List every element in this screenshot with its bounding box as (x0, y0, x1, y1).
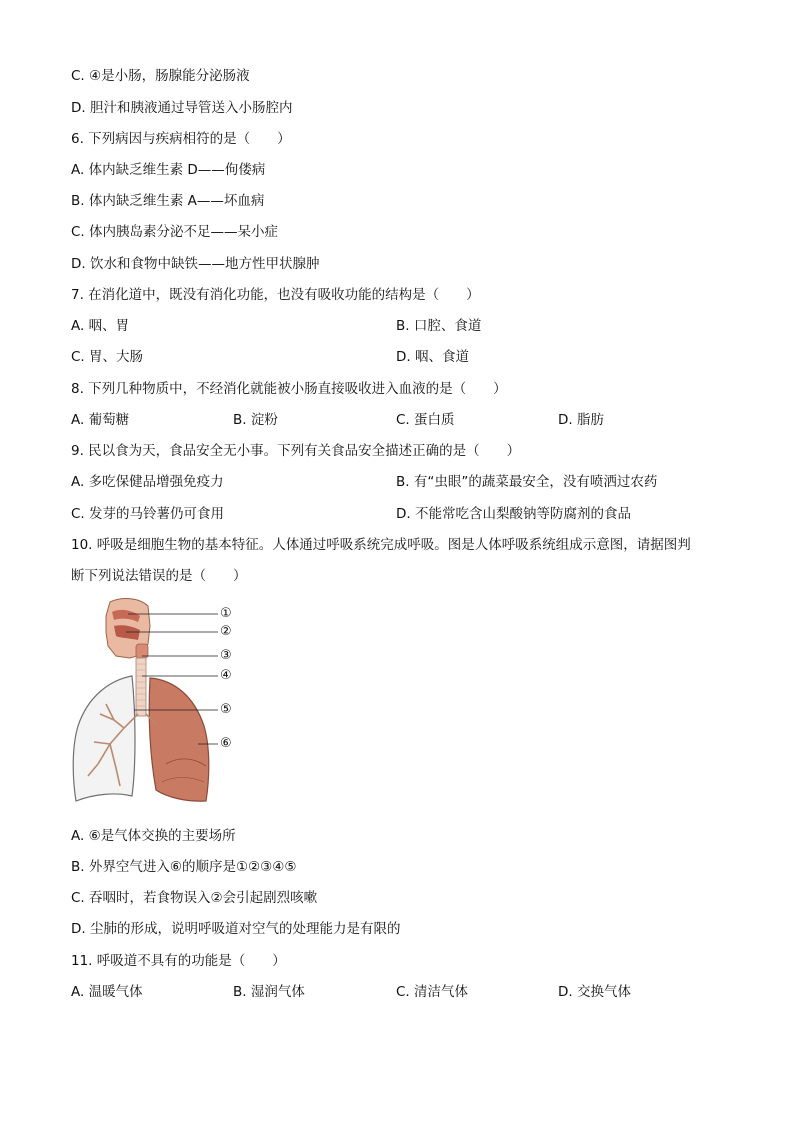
q10-option-c: C. 吞咽时，若食物误入②会引起剧烈咳嗽 (71, 890, 318, 906)
diagram-label-3: ③ (220, 648, 232, 663)
q9-option-c: C. 发芽的马铃薯仍可食用 (71, 506, 225, 522)
question-10: 10. 呼吸是细胞生物的基本特征。人体通过呼吸系统完成呼吸。图是人体呼吸系统组成示意图，请据图判 (71, 537, 691, 553)
q6-option-b: B. 体内缺乏维生素 A——坏血病 (71, 193, 265, 209)
diagram-label-6: ⑥ (220, 736, 232, 751)
q10-option-d: D. 尘肺的形成，说明呼吸道对空气的处理能力是有限的 (71, 921, 401, 937)
q6-option-a: A. 体内缺乏维生素 D——佝偻病 (71, 162, 266, 178)
q9-option-d: D. 不能常吃含山梨酸钠等防腐剂的食品 (396, 506, 631, 522)
question-11: 11. 呼吸道不具有的功能是（ ） (71, 953, 286, 969)
q7-option-d: D. 咽、食道 (396, 349, 469, 365)
question-7: 7. 在消化道中，既没有消化功能，也没有吸收功能的结构是（ ） (71, 287, 480, 303)
q7-option-a: A. 咽、胃 (71, 318, 130, 334)
q10-option-a: A. ⑥是气体交换的主要场所 (71, 828, 236, 844)
q7-option-b: B. 口腔、食道 (396, 318, 482, 334)
diagram-label-4: ④ (220, 668, 232, 683)
q5-option-d: D. 胆汁和胰液通过导管送入小肠腔内 (71, 100, 293, 116)
q6-option-d: D. 饮水和食物中缺铁——地方性甲状腺肿 (71, 256, 320, 272)
q11-option-c: C. 清洁气体 (396, 984, 469, 1000)
q8-option-c: C. 蛋白质 (396, 412, 455, 428)
diagram-label-2: ② (220, 624, 232, 639)
diagram-label-5: ⑤ (220, 702, 232, 717)
question-9: 9. 民以食为天，食品安全无小事。下列有关食品安全描述正确的是（ ） (71, 443, 521, 459)
q11-option-d: D. 交换气体 (558, 984, 631, 1000)
respiratory-system-diagram (70, 596, 250, 808)
diagram-label-1: ① (220, 606, 232, 621)
q10-option-b: B. 外界空气进入⑥的顺序是①②③④⑤ (71, 859, 297, 875)
q11-option-b: B. 湿润气体 (233, 984, 305, 1000)
q8-option-b: B. 淀粉 (233, 412, 278, 428)
question-10-continued: 断下列说法错误的是（ ） (71, 568, 247, 584)
q7-option-c: C. 胃、大肠 (71, 349, 144, 365)
right-lung (149, 678, 209, 801)
question-6: 6. 下列病因与疾病相符的是（ ） (71, 131, 291, 147)
trachea (136, 658, 146, 716)
q5-option-c: C. ④是小肠，肠腺能分泌肠液 (71, 68, 250, 84)
q8-option-d: D. 脂肪 (558, 412, 604, 428)
q9-option-a: A. 多吃保健品增强免疫力 (71, 474, 224, 490)
q6-option-c: C. 体内胰岛素分泌不足——呆小症 (71, 224, 279, 240)
q8-option-a: A. 葡萄糖 (71, 412, 130, 428)
q9-option-b: B. 有“虫眼”的蔬菜最安全，没有喷洒过农药 (396, 474, 658, 490)
q11-option-a: A. 温暖气体 (71, 984, 143, 1000)
question-8: 8. 下列几种物质中，不经消化就能被小肠直接吸收进入血液的是（ ） (71, 381, 507, 397)
left-lung (73, 676, 135, 801)
